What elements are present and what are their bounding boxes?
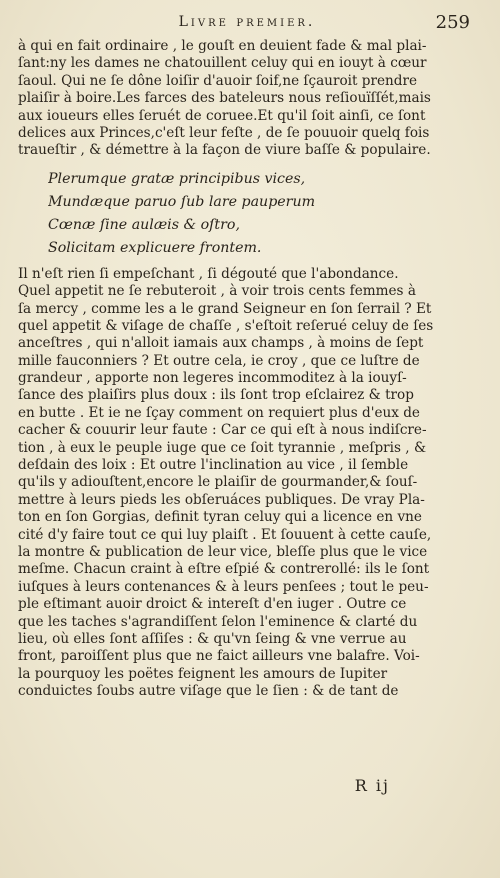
paragraph-1 xyxy=(18,38,476,160)
text-line: ple eſtimant auoir droict & intereſt d'en iuger . Outre ce xyxy=(18,596,407,613)
text-line: iuſques à leurs contenances & à leurs penſees ; tout le peu- xyxy=(18,578,429,595)
page-number: 259 xyxy=(435,12,470,33)
verse-line: Plerumque gratæ principibus vices, xyxy=(48,170,306,187)
text-line: tion , à eux le peuple iuge que ce ſoit tyrannie , meſpris , & xyxy=(18,439,427,456)
text-line: à qui en fait ordinaire , le gouſt en deuient fade & mal plai- xyxy=(18,38,427,54)
text-line: que les taches s'agrandiſſent ſelon l'eminence & clarté du xyxy=(18,613,418,630)
text-line: lieu, où elles ſont aſſiſes : & qu'vn ſeing & vne verrue au xyxy=(18,630,407,647)
text-line: la montre & publication de leur vice, bleſſe plus que le vice xyxy=(18,543,428,560)
text-line: la pourquoy les poëtes feignent les amours de Iupiter xyxy=(18,665,388,682)
text-line: en butte . Et ie ne ſçay comment on requiert plus d'eux de xyxy=(18,404,420,421)
text-line: anceſtres , qui n'alloit iamais aux champs , à moins de ſept xyxy=(18,335,424,352)
running-title: Livre premier. xyxy=(178,14,316,30)
verse-line: Mundæque paruo ſub lare pauperum xyxy=(48,193,316,210)
text-line: delices aux Princes,c'eſt leur feſte , de ſe pouuoir quelq fois xyxy=(18,124,430,141)
text-line: meſme. Chacun craint à eſtre eſpié & contrerollé: ils le ſont xyxy=(18,561,430,578)
verse-line: Solicitam explicuere frontem. xyxy=(48,239,262,256)
text-line: conduictes ſoubs autre viſage que le ſien : & de tant de xyxy=(18,683,399,700)
text-line: aux ioueurs elles ſeruét de coruee.Et qu'il ſoit ainſi, ce ſont xyxy=(18,107,426,124)
text-line: quel appetit & viſage de chaſſe , s'eſtoit reſerué celuy de ſes xyxy=(18,317,434,334)
text-line: ton en ſon Gorgias, definit tyran celuy qui a licence en vne xyxy=(18,509,422,526)
text-line: Quel appetit ne ſe rebuteroit , à voir trois cents femmes à xyxy=(18,283,416,300)
text-line: cité d'y faire tout ce qui luy plaiſt . Et ſouuent à cette cauſe, xyxy=(18,526,432,543)
verse-line: Cœnæ ſine aulæis & oſtro, xyxy=(48,216,240,233)
text-line: mille fauconniers ? Et outre cela, ie croy , que ce luſtre de xyxy=(18,352,420,369)
text-line: ſance des plaiſirs plus doux : ils ſont trop eſclairez & trop xyxy=(18,387,414,404)
text-line: cacher & couurir leur faute : Car ce qui eſt à nous indiſcre- xyxy=(18,422,427,439)
text-line: ſa mercy , comme les a le grand Seigneur en ſon ſerrail ? Et xyxy=(18,300,432,317)
text-line: traueſtir , & démettre à la façon de viure baſſe & populaire. xyxy=(18,142,431,159)
text-line: mettre à leurs pieds les obſeruáces publiques. De vray Pla- xyxy=(18,491,425,508)
text-line: plaiſir à boire.Les farces des bateleurs nous reſiouïſſét,mais xyxy=(18,90,431,107)
signature-mark: R ij xyxy=(354,776,390,795)
text-line: grandeur , apporte non legeres incommoditez à la iouyſ- xyxy=(18,370,407,387)
text-line: qu'ils y adiouſtent,encore le plaiſir de gourmander,& ſouſ- xyxy=(18,474,418,491)
text-line: ſaoul. Qui ne ſe dône loiſir d'auoir ſoif,ne ſçauroit prendre xyxy=(18,72,417,89)
latin-verse xyxy=(48,168,476,260)
text-line: deſdain des loix : Et outre l'inclination au vice , il ſemble xyxy=(18,457,409,474)
text-line: front, paroiſſent plus que ne faict ailleurs vne balafre. Voi- xyxy=(18,648,420,665)
running-header xyxy=(18,14,476,38)
text-line: ſant:ny les dames ne chatouillent celuy qui en iouyt à cœur xyxy=(18,55,427,72)
paragraph-2 xyxy=(18,266,476,701)
text-line: Il n'eſt rien ſi empeſchant , ſi dégouté que l'abondance. xyxy=(18,265,399,282)
